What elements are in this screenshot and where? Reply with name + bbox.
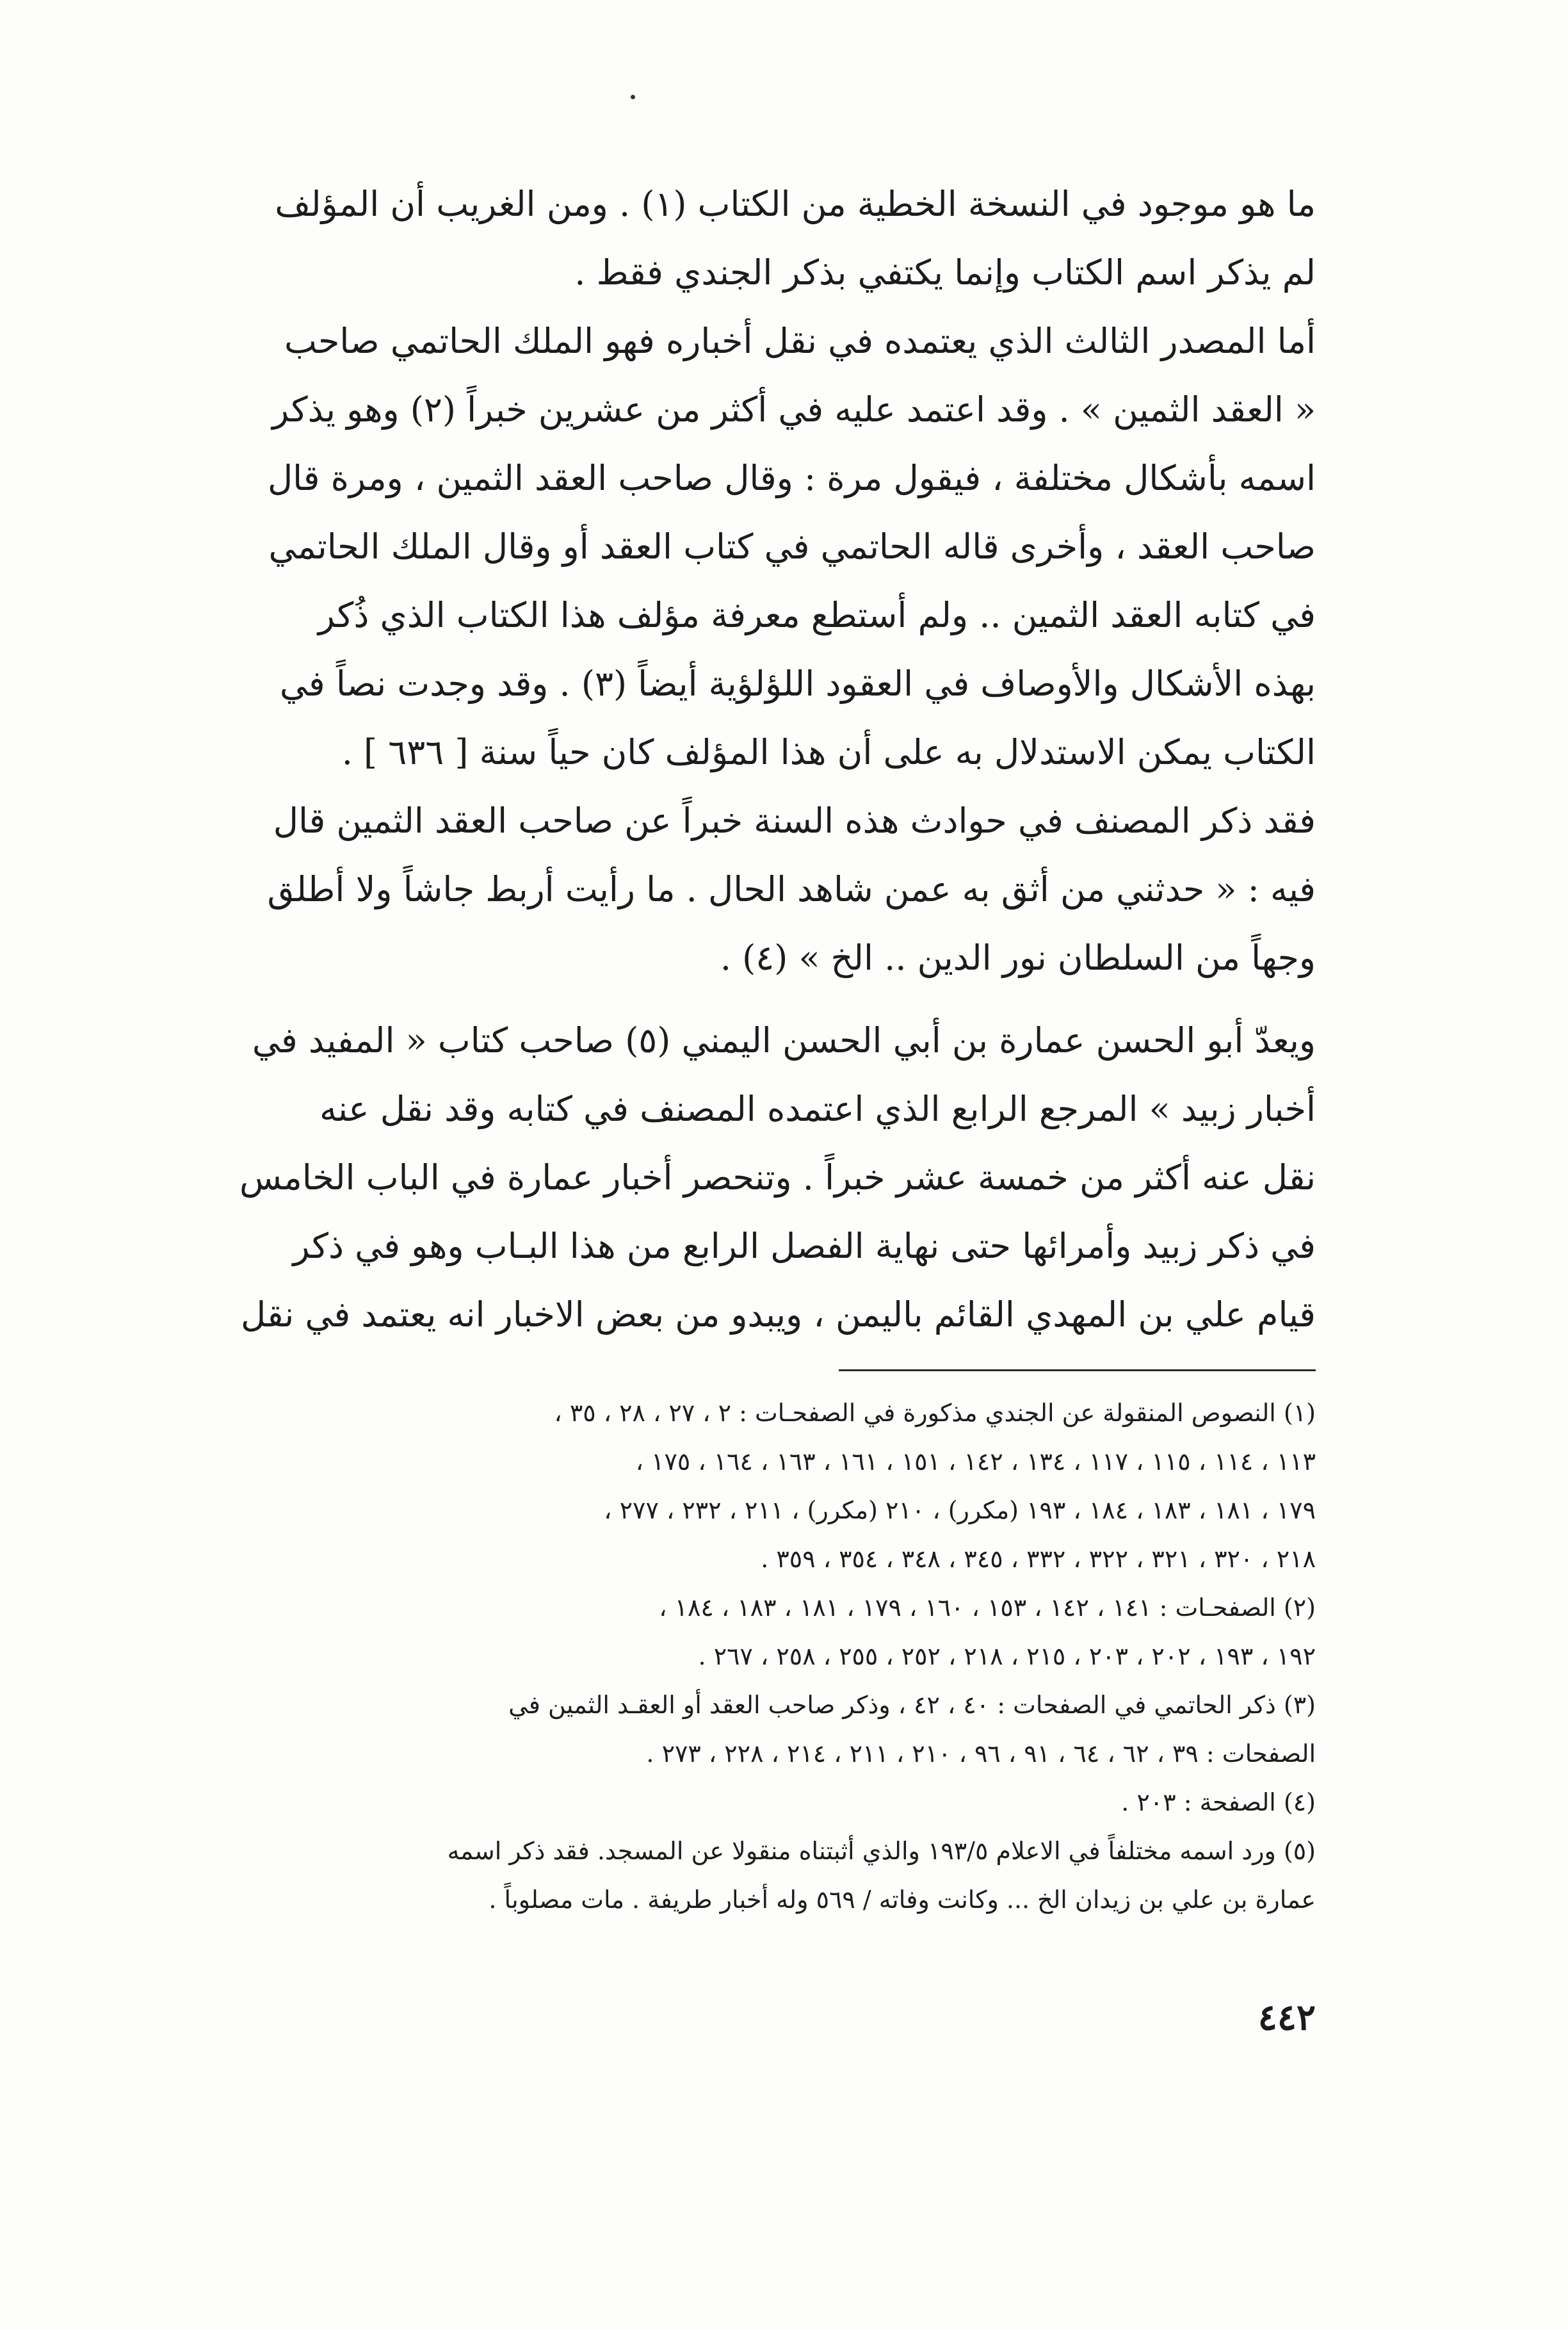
- main-text: [234, 170, 1316, 1349]
- text-line: قيام علي بن المهدي القائم باليمن ، ويبدو من بعض الاخبار انه يعتمد في نقل: [241, 1294, 1316, 1335]
- text-line: فيه : « حدثني من أثق به عمن شاهد الحال . ما رأيت أربط جاشاً ولا أطلق: [267, 869, 1316, 909]
- paragraph-gap: [234, 992, 1316, 1006]
- text-line: فقد ذكر المصنف في حوادث هذه السنة خبراً عن صاحب العقد الثمين قال: [273, 801, 1316, 841]
- text-line: ما هو موجود في النسخة الخطية من الكتاب (١) . ومن الغريب أن المؤلف: [275, 184, 1316, 224]
- text-line: بهذه الأشكال والأوصاف في العقود اللؤلؤية أيضاً (٣) . وقد وجدت نصاً في: [279, 664, 1316, 704]
- ink-speck: [631, 95, 635, 99]
- text-line: أخبار زبيد » المرجع الرابع الذي اعتمده المصنف في كتابه وقد نقل عنه: [319, 1089, 1316, 1129]
- footnote-line: ١١٣ ، ١١٤ ، ١١٥ ، ١١٧ ، ١٣٤ ، ١٤٢ ، ١٥١ ، ١٦١ ، ١٦٣ ، ١٦٤ ، ١٧٥ ،: [635, 1447, 1316, 1476]
- text-line: أما المصدر الثالث الذي يعتمده في نقل أخباره فهو الملك الحاتمي صاحب: [284, 321, 1316, 361]
- footnote-line: (٣) ذكر الحاتمي في الصفحات : ٤٠ ، ٤٢ ، وذكر صاحب العقد أو العقـد الثمين في: [508, 1691, 1316, 1719]
- text-line: لم يذكر اسم الكتاب وإنما يكتفي بذكر الجندي فقط .: [574, 252, 1316, 293]
- text-line: وجهاً من السلطان نور الدين .. الخ » (٤) .: [720, 938, 1316, 978]
- paragraph-2: [234, 1006, 1316, 1349]
- text-line: في كتابه العقد الثمين .. ولم أستطع معرفة مؤلف هذا الكتاب الذي ذُكر: [318, 595, 1316, 635]
- text-line: ويعدّ أبو الحسن عمارة بن أبي الحسن اليمني (٥) صاحب كتاب « المفيد في: [252, 1020, 1316, 1061]
- text-line: نقل عنه أكثر من خمسة عشر خبراً . وتنحصر أخبار عمارة في الباب الخامس: [239, 1157, 1316, 1198]
- text-line: « العقد الثمين » . وقد اعتمد عليه في أكثر من عشرين خبراً (٢) وهو يذكر: [272, 389, 1316, 430]
- text-line: في ذكر زبيد وأمرائها حتى نهاية الفصل الرابع من هذا البـاب وهو في ذكر: [293, 1226, 1316, 1266]
- footnote-line: (٥) ورد اسمه مختلفاً في الاعلام ١٩٣/٥ والذي أثبتناه منقولا عن المسجد. فقد ذكر اسمه: [447, 1837, 1316, 1865]
- footnote-line: الصفحات : ٣٩ ، ٦٢ ، ٦٤ ، ٩١ ، ٩٦ ، ٢١٠ ، ٢١١ ، ٢١٤ ، ٢٢٨ ، ٢٧٣ .: [646, 1739, 1316, 1768]
- footnote-line: (٢) الصفحـات : ١٤١ ، ١٤٢ ، ١٥٣ ، ١٦٠ ، ١٧٩ ، ١٨١ ، ١٨٣ ، ١٨٤ ،: [659, 1593, 1316, 1622]
- footnote-line: ١٧٩ ، ١٨١ ، ١٨٣ ، ١٨٤ ، ١٩٣ (مكرر) ، ٢١٠ (مكرر) ، ٢١١ ، ٢٣٢ ، ٢٧٧ ،: [604, 1496, 1316, 1524]
- footnote-separator: [839, 1369, 1316, 1371]
- text-line: صاحب العقد ، وأخرى قاله الحاتمي في كتاب العقد أو وقال الملك الحاتمي: [268, 526, 1316, 567]
- paragraph-1: [234, 170, 1316, 992]
- page-number: ٤٤٢: [1257, 1996, 1316, 2039]
- footnote-line: (١) النصوص المنقولة عن الجندي مذكورة في الصفحـات : ٢ ، ٢٧ ، ٢٨ ، ٣٥ ،: [554, 1399, 1316, 1427]
- footnote-line: ١٩٢ ، ١٩٣ ، ٢٠٢ ، ٢٠٣ ، ٢١٥ ، ٢١٨ ، ٢٥٢ ، ٢٥٥ ، ٢٥٨ ، ٢٦٧ .: [698, 1642, 1316, 1670]
- footnote-line: (٤) الصفحة : ٢٠٣ .: [1121, 1788, 1316, 1816]
- footnote-line: ٢١٨ ، ٣٢٠ ، ٣٢١ ، ٣٢٢ ، ٣٣٢ ، ٣٤٥ ، ٣٤٨ ، ٣٥٤ ، ٣٥٩ .: [761, 1545, 1316, 1573]
- footnotes: [234, 1389, 1316, 1924]
- text-line: اسمه بأشكال مختلفة ، فيقول مرة : وقال صاحب العقد الثمين ، ومرة قال: [267, 458, 1316, 498]
- text-line: الكتاب يمكن الاستدلال به على أن هذا المؤلف كان حياً سنة [ ٦٣٦ ] .: [341, 732, 1316, 772]
- footnote-line: عمارة بن علي بن زيدان الخ ... وكانت وفاته / ٥٦٩ وله أخبار طريفة . مات مصلوباً .: [489, 1886, 1316, 1914]
